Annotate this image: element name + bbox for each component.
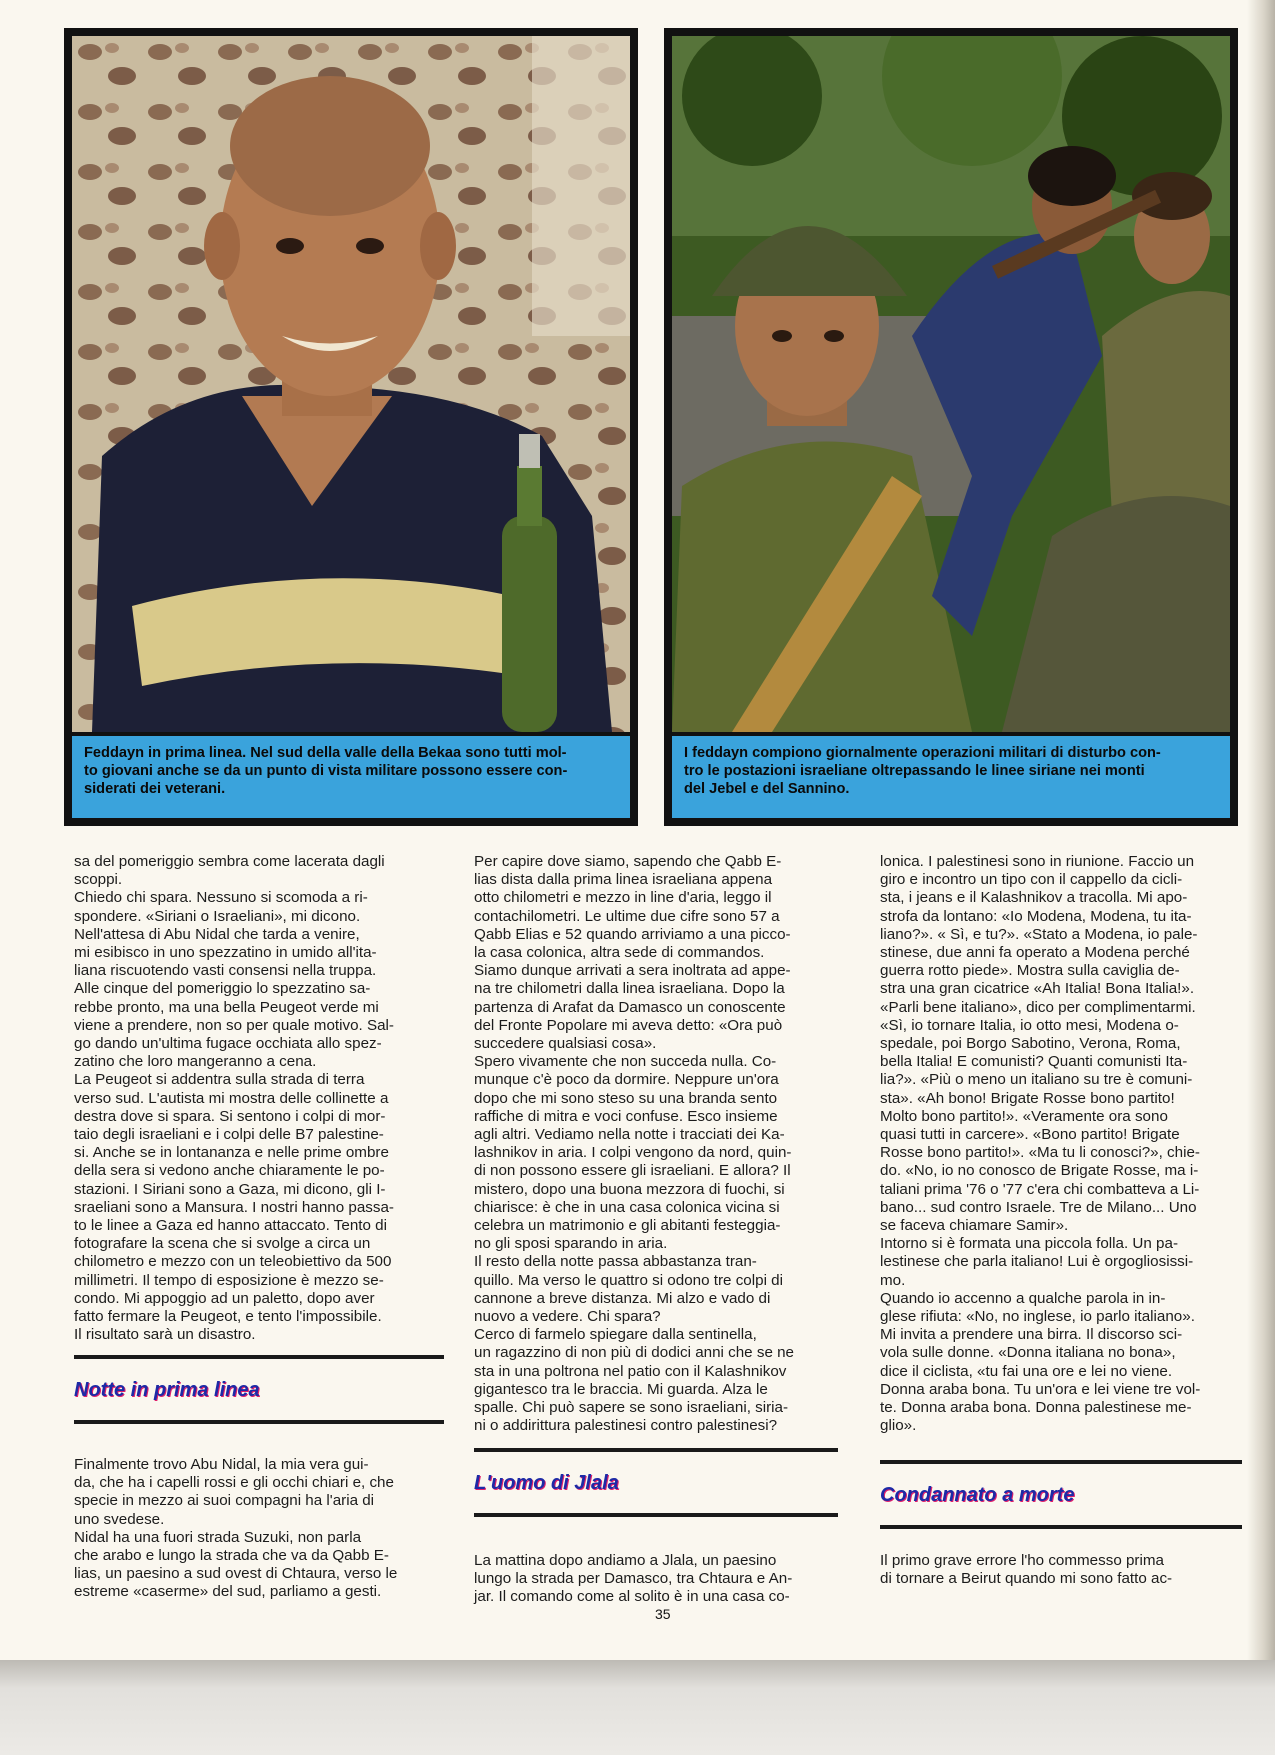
- page-number: 35: [655, 1606, 671, 1622]
- column-3-body: lonica. I palestinesi sono in riunione. Faccio un giro e incontro un tipo con il cappello da cicli- sta, i jeans e il Kalashnikov a tracolla. Mi apo- strofa da lontano: «Io Modena, Modena, tu ita- liano?». « Sì, e tu?». «Stato a Modena, io pale- stinese, due anni fa operato a Modena perché guerra rotto piede». Mostra sulla caviglia de- stra una gran cicatrice «Ah Italia! Bona Italia!». «Parli bene italiano», dico per complimentarmi. «Sì, io tornare Italia, io otto mesi, Modena o- spedale, poi Borgo Sabotino, Verona, Roma, bella Italia! E comunisti? Quanti comunisti Ita- lia?». «Più o meno un italiano su tre è comuni- sta». «Ah bono! Brigate Rosse bono partito! Molto bono partito!». «Veramente ora sono quasi tutti in carcere». «Bono partito! Brigate Rosse bono partito!». «Ma tu li conosci?», chie- do. «No, io no conosco de Brigate Rosse, ma i- taliani prima '76 o '77 c'era chi combatteva a Li- bano... sud contro Israele. Tre de Milano... Uno se faceva chiamare Samir». Intorno si è formata una piccola folla. Un pa- lestinese che parla italiano! Lui è orgogliosissi- mo. Quando io accenno a qualche parola in in- glese rifiuta: «No, no inglese, io parlo italiano». Mi invita a prendere una birra. Il discorso sci- vola sulle donne. «Donna italiana no bona», dice il ciclista, «tu fai una ore e lei no viene. Donna araba bona. Tu un'ora e lei viene tre vol- te. Donna araba bona. Donna palestinese me- glio».: [880, 853, 1201, 1435]
- column-2-body: Per capire dove siamo, sapendo che Qabb E- lias dista dalla prima linea israeliana appena otto chilometri e mezzo in line d'aria, leggo il contachilometri. Le ultime due cifre sono 57 a Qabb Elias e 52 quando arriviamo a una picco- la casa colonica, altra sede di commandos. Siamo dunque arrivati a sera inoltrata ad appe- na tre chilometri dalla linea israeliana. Dopo la partenza di Arafat da Damasco un conoscente del Fronte Popolare mi aveva detto: «Ora può succedere qualsiasi cosa». Spero vivamente che non succeda nulla. Co- munque c'è poco da dormire. Neppure un'ora dopo che mi sono steso su una branda sento raffiche di mitra e voci confuse. Esco insieme agli altri. Vediamo nella notte i tracciati dei Ka- lashnikov in aria. I colpi vengono da nord, quin- di non possono essere gli israeliani. E allora? Il mistero, dopo una buona mezzora di fuochi, si chiarisce: è che in una casa colonica vicina si celebra un matrimonio e gli abitanti festeggia- no gli sposi sparando in aria. Il resto della notte passa abbastanza tran- quillo. Ma verso le quattro si odono tre colpi di cannone a breve distanza. Mi alzo e vado di nuovo a vedere. Chi spara? Cerco di farmelo spiegare dalla sentinella, un ragazzino di non più di dodici anni che se ne sta in una poltrona nel patio con il Kalashnikov gigantesco tra le braccia. Mi guarda. Alza le spalle. Chi può sapere se sono israeliani, siria- ni o addirittura palestinesi contro palestinesi?: [474, 853, 795, 1435]
- column-3-body-continued: Il primo grave errore l'ho commesso prima di tornare a Beirut quando mi sono fatto ac-: [880, 1552, 1173, 1588]
- right-photo-caption: [672, 736, 1230, 818]
- subhead-rule-bottom: [74, 1420, 444, 1424]
- right-photo: [672, 36, 1230, 732]
- subhead-notte-block: [74, 1355, 444, 1424]
- scan-bottom-edge: [0, 1660, 1275, 1755]
- subhead-jlala-block: [474, 1448, 838, 1517]
- column-2-body-continued: La mattina dopo andiamo a Jlala, un paesino lungo la strada per Damasco, tra Chtaura e An- jar. Il comando come al solito è in una casa co-: [474, 1552, 793, 1606]
- text-column-3: [880, 853, 1242, 1436]
- text-column-3-continued: [880, 1552, 1242, 1588]
- text-column-2-continued: [474, 1552, 838, 1607]
- left-photo-caption: [72, 736, 630, 818]
- subhead-rule-bottom: [474, 1513, 838, 1517]
- left-photo: [72, 36, 630, 732]
- subhead-condannato-block: [880, 1460, 1242, 1529]
- text-column-1-continued: [74, 1456, 444, 1602]
- subhead-l-uomo-di-jlala: L'uomo di Jlala: [474, 1472, 619, 1494]
- subhead-condannato-a-morte: Condannato a morte: [880, 1484, 1075, 1506]
- subhead-notte-in-prima-linea: Notte in prima linea: [74, 1379, 260, 1401]
- right-caption-text: I feddayn compiono giornalmente operazioni militari di disturbo con- tro le postazioni israeliane oltrepassando le linee siriane nei monti del Jebel e del Sannino.: [684, 745, 1161, 797]
- text-column-2: [474, 853, 838, 1436]
- column-1-body: sa del pomeriggio sembra come lacerata dagli scoppi. Chiedo chi spara. Nessuno si scomoda a ri- spondere. «Siriani o Israeliani», mi dicono. Nell'attesa di Abu Nidal che tarda a venire, mi esibisco in uno spezzatino in umido all'ita- liana riscuotendo vasti consensi nella truppa. Alle cinque del pomeriggio lo spezzatino sa- rebbe pronto, ma una bella Peugeot verde mi viene a prendere, non so per quale motivo. Sal- go dando un'ultima fugace occhiata allo spez- zatino che loro mangeranno a cena. La Peugeot si addentra sulla strada di terra verso sud. L'autista mi mostra delle collinette a destra dove si spara. Si sentono i colpi di mor- taio degli israeliani e i colpi delle B7 palestine- si. Anche se in lontananza e nelle prime ombre della sera si vedono anche chiaramente le po- stazioni. I Siriani sono a Gaza, mi dicono, gli I- sraeliani sono a Mansura. I nostri hanno passa- to le linee a Gaza ed hanno attaccato. Tento di fotografare la scena che si svolge a circa un chilometro e mezzo con un teleobiettivo da 500 millimetri. Il tempo di esposizione è mezzo se- condo. Mi appoggio ad un paletto, dopo aver fatto fermare la Peugeot, e tento l'impossibile. Il risultato sarà un disastro.: [74, 853, 394, 1344]
- column-1-body-continued: Finalmente trovo Abu Nidal, la mia vera gui- da, che ha i capelli rossi e gli occhi chiari e, che specie in mezzo ai suoi compagni ha l'aria di uno svedese. Nidal ha una fuori strada Suzuki, non parla che arabo e lungo la strada che va da Qabb E- lias, un paesino a sud ovest di Chtaura, verso le estreme «caserme» del sud, parliamo a gesti.: [74, 1456, 398, 1601]
- left-caption-text: Feddayn in prima linea. Nel sud della valle della Bekaa sono tutti mol- to giovani anche se da un punto di vista militare possono essere con- siderati dei veterani.: [84, 745, 568, 797]
- subhead-rule-bottom: [880, 1525, 1242, 1529]
- page-spine-shadow: [1247, 0, 1275, 1660]
- text-column-1: [74, 853, 444, 1344]
